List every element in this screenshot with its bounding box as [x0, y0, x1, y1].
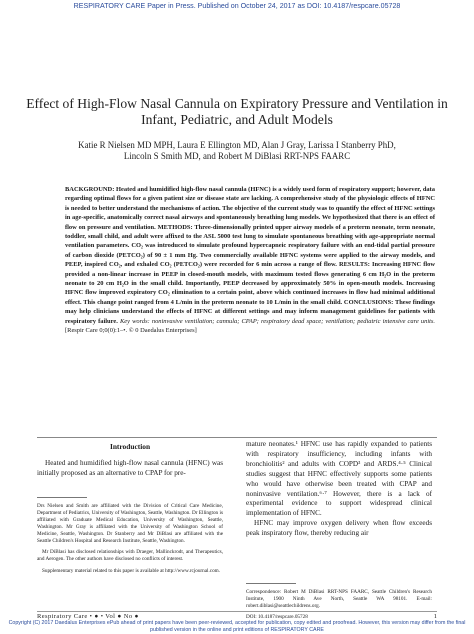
abstract [65, 185, 435, 336]
right-column [246, 440, 432, 625]
intro-paragraph-right-1: mature neonates.¹ HFNC use has rapidly expanded to patients with respiratory insufficiency, including infants with bronchiolitis² and adults with COPD³ and ARDS.⁴·⁵ Clinical studies suggest that HFNC effectively supports some patients who would have otherwise been treated with CPAP and noninvasive ventilation.⁶·⁷ However, there is a lack of experimental evidence to support widespread clinical implementation of HFNC. [246, 440, 432, 518]
intro-paragraph-right-2: HFNC may improve oxygen delivery when flow exceeds peak inspiratory flow, thereby reducing air [246, 519, 432, 538]
authors-line-1: Katie R Nielsen MD MPH, Laura E Ellington MD, Alan J Gray, Larissa I Stanberry PhD, [78, 140, 396, 150]
footnote-rule [37, 497, 87, 498]
keywords: Key words: noninvasive ventilation; cannula; CPAP; respiratory dead space; ventilation; pediatric intensive care units. [119, 317, 436, 325]
footnote-doi: DOI: 10.4187/respcare.05728 [246, 614, 308, 621]
footnote-affiliations: Drs Nielsen and Smith are affiliated with the Division of Critical Care Medicine, Department of Pediatrics, University of Washington, Seattle, Washington. Dr Ellington is affiliated with Graduate Medical Education, University of Washington, Seattle, Washington. Mr Gray is affiliated with the University of Washington School of Medicine, Seattle, Washington. Dr Stanberry and Mr DiBlasi are affiliated with the Seattle Children's Hospital and Research Institute, Seattle, Washington. [37, 502, 223, 545]
left-column [37, 440, 223, 579]
footnote-rule-right [246, 583, 296, 584]
journal-running-footer: Respiratory Care • ● • Vol ● No ● [37, 613, 139, 620]
footnote-supplementary: Supplementary material related to this paper is available at http://www.rcjournal.com. [42, 567, 220, 574]
citation: [Respir Care 0;0(0):1–•. © 0 Daedalus Enterprises] [65, 327, 197, 335]
intro-paragraph-left: Heated and humidified high-flow nasal cannula (HFNC) was initially proposed as an alternative to CPAP for pre- [37, 459, 223, 477]
authors-line-2: Lincoln S Smith MD, and Robert M DiBlasi RRT-NPS FAARC [123, 151, 351, 161]
article-title: Effect of High-Flow Nasal Cannula on Expiratory Pressure and Ventilation in Infant, Pediatric, and Adult Models [26, 96, 448, 127]
page-number: 1 [433, 613, 437, 620]
ahead-of-print-banner: RESPIRATORY CARE Paper in Press. Published on October 24, 2017 as DOI: 10.4187/respcare.05728 [73, 2, 401, 10]
section-divider [37, 437, 437, 438]
author-list [20, 140, 454, 162]
introduction-heading: Introduction [109, 442, 151, 451]
footnote-disclosure: Mr DiBlasi has disclosed relationships with Draeger, Mallinckrodt, and Therapeutics, and Aerogen. The other authors have disclosed no conflicts of interest. [37, 549, 223, 563]
footnote-correspondence: Correspondence: Robert M DiBlasi RRT-NPS FAARC, Seattle Children's Research Institute, 1900 Ninth Ave North, Seattle WA 98101. E-mail: robert.diblasi@seattlechildrens.org. [246, 589, 432, 610]
abstract-body: BACKGROUND: Heated and humidified high-flow nasal cannula (HFNC) is a widely used form of respiratory support; however, data regarding optimal flows for a given patient size or disease state are lacking. A comprehensive study of the physiologic effects of HFNC is needed to better understand the mechanisms of action. The objective of the current study was to quantify the effect of HFNC settings in age-specific, anatomically correct nasal airways and spontaneously breathing lung models. We hypothesized that there is an effect of flow on pressure and ventilation. METHODS: Three-dimensionally printed upper airway models of a preterm neonate, term neonate, toddler, small child, and adult were affixed to the ASL 5000 test lung to simulate spontaneous breathing with age-appropriate normal ventilation parameters. CO₂ was introduced to simulate profound hypercapneic respiratory failure with an end-tidal partial pressure of carbon dioxide (PETCO₂) of 90 ± 1 mm Hg. Two commercially available HFNC systems were applied to the airway models, and PEEP, inspired CO₂, and exhaled CO₂ (PETCO₂) were recorded for 6 min across a range of flow. RESULTS: Increasing HFNC flow provided a non-linear increase in PEEP in closed-mouth models, with maximum tested flows generating 6 cm H₂O in the preterm neonate to 20 cm H₂O in the small child. Importantly, PEEP decreased by approximately 50% in open-mouth models. Increasing HFNC flow improved expiratory CO₂ elimination to a certain point, above which continued increases in flow had minimal additional effect. This change point ranged from 4 L/min in the preterm neonate to 10 L/min in the small child. CONCLUSIONS: These findings may help clinicians understand the effects of HFNC at different settings and may inform management guidelines for patients with respiratory failure. [65, 186, 435, 325]
copyright-notice: Copyright (C) 2017 Daedalus Enterprises ePub ahead of print papers have been peer-reviewed, accepted for publication, copy edited and proofread. However, this version may differ from the final published version in the online and print editions of RESPIRATORY CARE [8, 620, 466, 633]
